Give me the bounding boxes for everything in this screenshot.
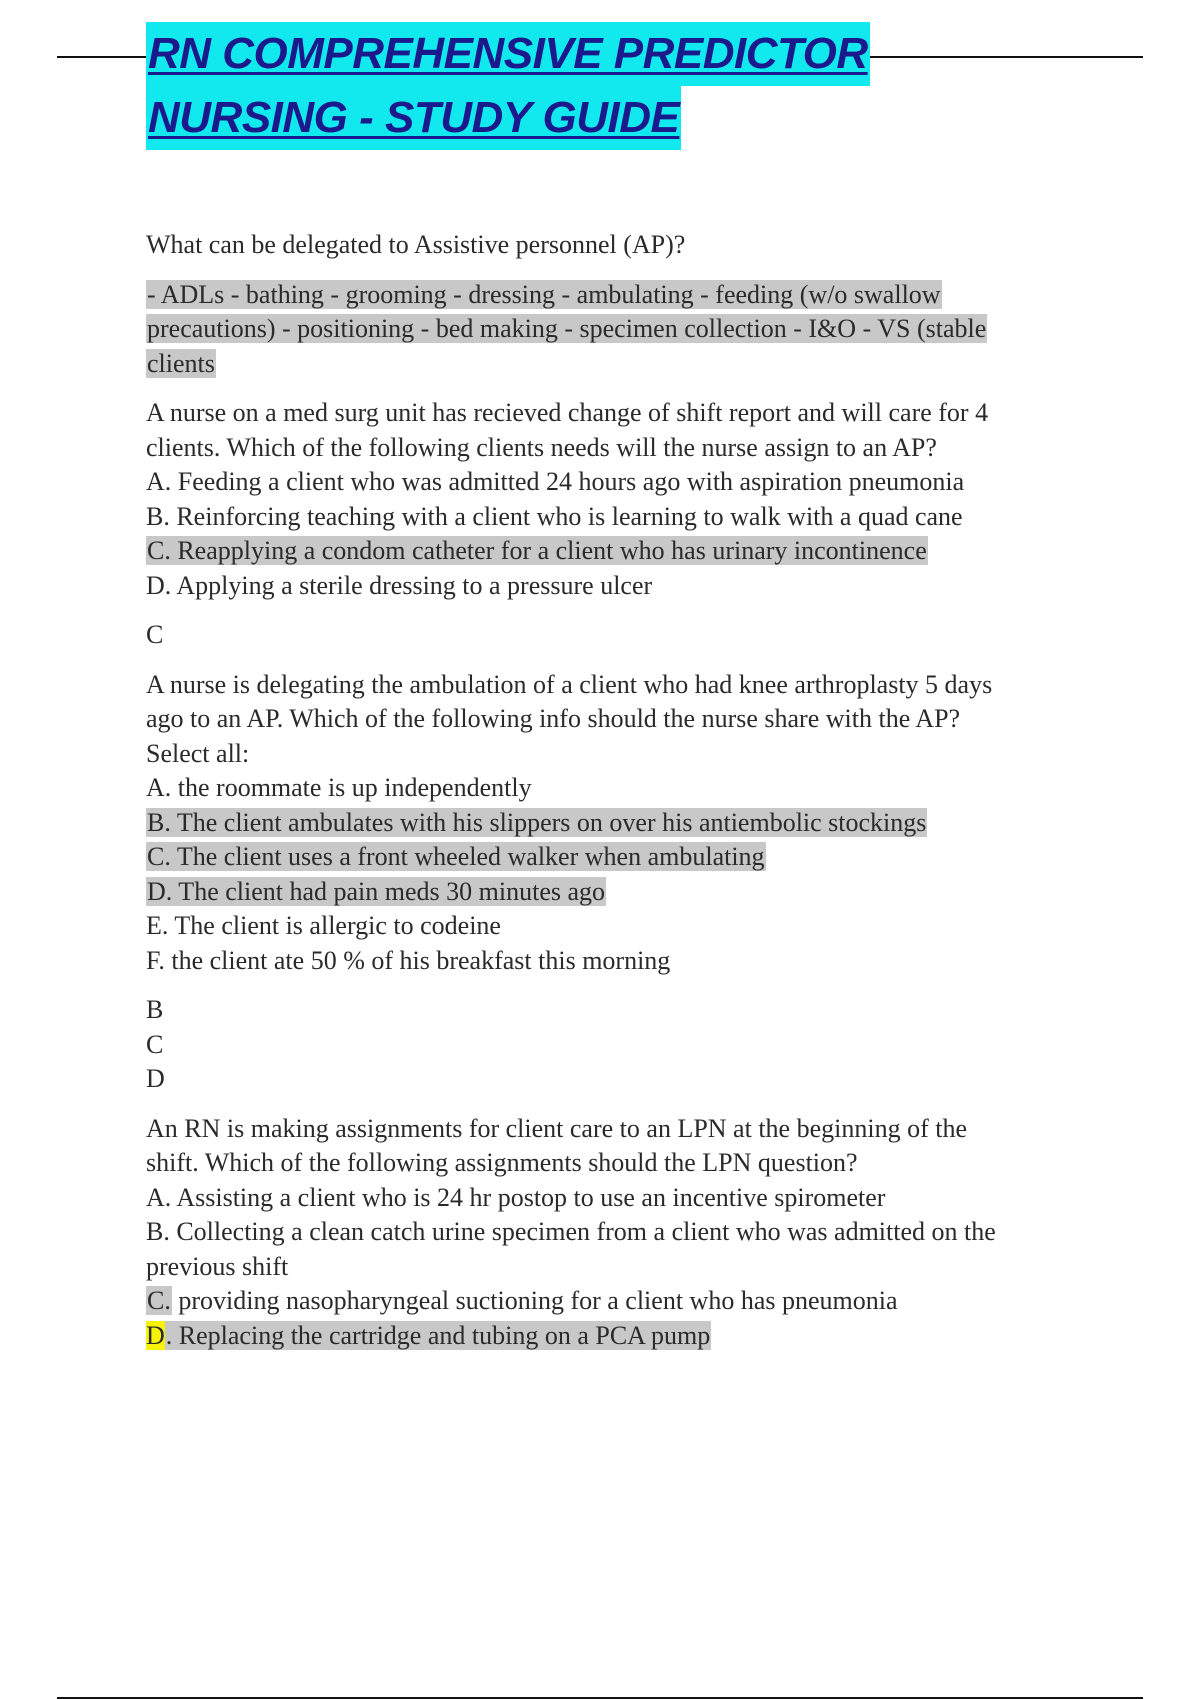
- question-1: [146, 228, 1086, 263]
- option-a: A. Feeding a client who was admitted 24 hours ago with aspiration pneumonia: [146, 467, 965, 496]
- answer-letter: D: [146, 1064, 165, 1093]
- option-b-continued: previous shift: [146, 1251, 289, 1281]
- option-c-text: providing nasopharyngeal suctioning for a client who has pneumonia: [171, 1286, 898, 1315]
- question-text: A nurse on a med surg unit has recieved change of shift report and will care for 4: [146, 398, 989, 427]
- option-d-text: . Replacing the cartridge and tubing on a PCA pump: [165, 1320, 711, 1350]
- question-text: Select all:: [146, 738, 250, 768]
- option-d: [146, 1319, 1086, 1354]
- answer-line: clients: [147, 348, 215, 378]
- bottom-rule: [57, 1697, 1143, 1699]
- option-a: A. Assisting a client who is 24 hr postop to use an incentive spirometer: [146, 1182, 886, 1212]
- answer-1: [146, 278, 1086, 382]
- question-text: What can be delegated to Assistive personnel (AP)?: [146, 230, 686, 259]
- option-f: F. the client ate 50 % of his breakfast this morning: [146, 945, 671, 975]
- document-body: [146, 228, 1086, 1368]
- document-title: [146, 22, 1046, 150]
- answer-3: [146, 993, 1086, 1097]
- question-2: [146, 396, 1086, 603]
- option-a: A. the roommate is up independently: [146, 773, 532, 802]
- option-b-highlighted: B. The client ambulates with his slippers on over his antiembolic stockings: [147, 807, 927, 837]
- title-line-1: RN COMPREHENSIVE PREDICTOR: [146, 22, 870, 86]
- question-3: [146, 668, 1086, 979]
- option-c: [146, 1284, 1086, 1319]
- option-d: D. Applying a sterile dressing to a pressure ulcer: [146, 570, 653, 600]
- question-text: An RN is making assignments for client care to an LPN at the beginning of the: [146, 1113, 967, 1143]
- answer-letter: C: [146, 1029, 164, 1059]
- question-text: clients. Which of the following clients needs will the nurse assign to an AP?: [146, 432, 937, 462]
- answer-letter: C: [146, 620, 164, 649]
- answer-2: [146, 618, 1086, 653]
- option-d-letter: D: [146, 1320, 165, 1350]
- title-line-2: NURSING - STUDY GUIDE: [146, 86, 681, 150]
- answer-letter: B: [146, 995, 164, 1024]
- option-c-highlighted: C. The client uses a front wheeled walker when ambulating: [147, 842, 765, 871]
- option-c-highlighted: C. Reapplying a condom catheter for a client who has urinary incontinence: [147, 536, 927, 565]
- question-text: ago to an AP. Which of the following info should the nurse share with the AP?: [146, 704, 961, 733]
- option-c-label: C.: [147, 1286, 171, 1315]
- option-e: E. The client is allergic to codeine: [146, 911, 501, 940]
- question-text: shift. Which of the following assignments should the LPN question?: [146, 1148, 858, 1177]
- option-b: B. Collecting a clean catch urine specimen from a client who was admitted on the: [146, 1217, 996, 1246]
- answer-line: precautions) - positioning - bed making - specimen collection - I&O - VS (stable: [147, 314, 987, 343]
- answer-line: - ADLs - bathing - grooming - dressing - ambulating - feeding (w/o swallow: [147, 279, 941, 309]
- question-4: [146, 1112, 1086, 1354]
- option-d-highlighted: D. The client had pain meds 30 minutes ago: [147, 876, 606, 906]
- question-text: A nurse is delegating the ambulation of a client who had knee arthroplasty 5 days: [146, 669, 993, 699]
- option-b: B. Reinforcing teaching with a client who is learning to walk with a quad cane: [146, 501, 963, 531]
